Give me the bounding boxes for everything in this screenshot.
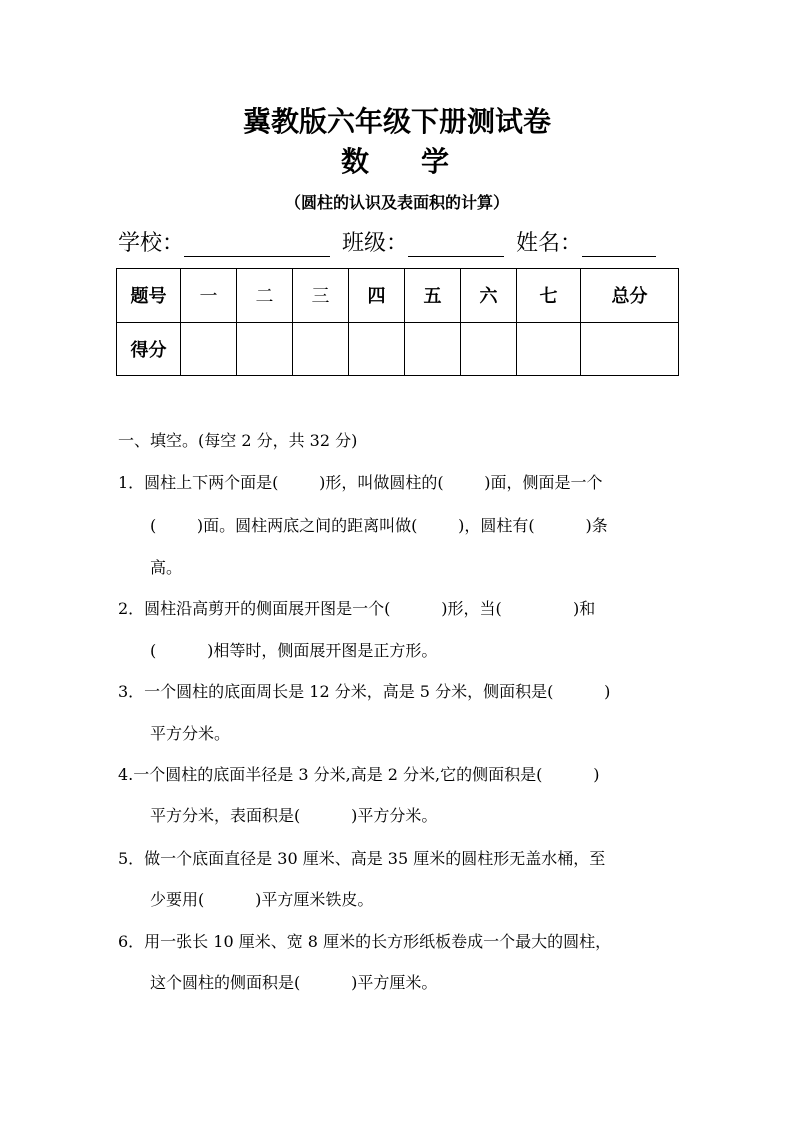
score-cell[interactable]	[517, 322, 581, 376]
question-2-line-2: ( )相等时，侧面展开图是正方形。	[150, 641, 438, 660]
score-header-cell: 题号	[117, 269, 181, 323]
score-header-cell: 四	[349, 269, 405, 323]
score-header-cell: 六	[461, 269, 517, 323]
score-header-cell: 五	[405, 269, 461, 323]
exam-title: 冀教版六年级下册测试卷	[242, 105, 551, 138]
student-info-line	[118, 226, 678, 257]
class-label: 班级：	[342, 231, 409, 256]
school-label: 学校：	[118, 231, 185, 256]
question-3-line-2: 平方分米。	[150, 724, 231, 743]
class-blank[interactable]	[408, 232, 504, 257]
exam-subtitle: （圆柱的认识及表面积的计算）	[284, 193, 509, 212]
score-header-cell: 七	[517, 269, 581, 323]
score-cell[interactable]	[405, 322, 461, 376]
score-header-cell: 二	[237, 269, 293, 323]
subject-title	[0, 140, 794, 180]
score-cell[interactable]	[349, 322, 405, 376]
section-heading: 一、填空。(每空 2 分，共 32 分)	[118, 431, 358, 450]
question-1-line-1: 1．圆柱上下两个面是( )形，叫做圆柱的( )面，侧面是一个	[118, 473, 603, 492]
score-cell[interactable]	[237, 322, 293, 376]
score-cell[interactable]	[581, 322, 679, 376]
score-cell[interactable]	[181, 322, 237, 376]
question-6-line-2: 这个圆柱的侧面积是( )平方厘米。	[150, 973, 438, 992]
score-value-row	[117, 322, 679, 376]
question-2-line-1: 2．圆柱沿高剪开的侧面展开图是一个( )形，当( )和	[118, 599, 596, 618]
score-row-label: 得分	[117, 322, 181, 376]
question-4-line-2: 平方分米，表面积是( )平方分米。	[150, 806, 438, 825]
score-header-cell: 一	[181, 269, 237, 323]
subject-left: 数	[340, 145, 373, 178]
question-1-line-3: 高。	[150, 558, 183, 577]
question-1-line-2: ( )面。圆柱两底之间的距离叫做( )，圆柱有( )条	[150, 516, 608, 535]
subject-right: 学	[421, 145, 454, 178]
question-3-line-1: 3．一个圆柱的底面周长是 12 分米，高是 5 分米，侧面积是( )	[118, 682, 611, 701]
score-table	[116, 268, 679, 376]
question-6-line-1: 6．用一张长 10 厘米、宽 8 厘米的长方形纸板卷成一个最大的圆柱，	[118, 932, 612, 951]
question-5-line-1: 5．做一个底面直径是 30 厘米、高是 35 厘米的圆柱形无盖水桶，至	[118, 849, 606, 868]
school-blank[interactable]	[184, 232, 330, 257]
question-4-line-1: 4.一个圆柱的底面半径是 3 分米,高是 2 分米,它的侧面积是( )	[118, 765, 600, 784]
name-blank[interactable]	[582, 232, 656, 257]
score-header-cell: 总分	[581, 269, 679, 323]
score-cell[interactable]	[293, 322, 349, 376]
score-header-row	[117, 269, 679, 323]
score-cell[interactable]	[461, 322, 517, 376]
question-5-line-2: 少要用( )平方厘米铁皮。	[150, 890, 374, 909]
score-header-cell: 三	[293, 269, 349, 323]
name-label: 姓名：	[516, 231, 583, 256]
